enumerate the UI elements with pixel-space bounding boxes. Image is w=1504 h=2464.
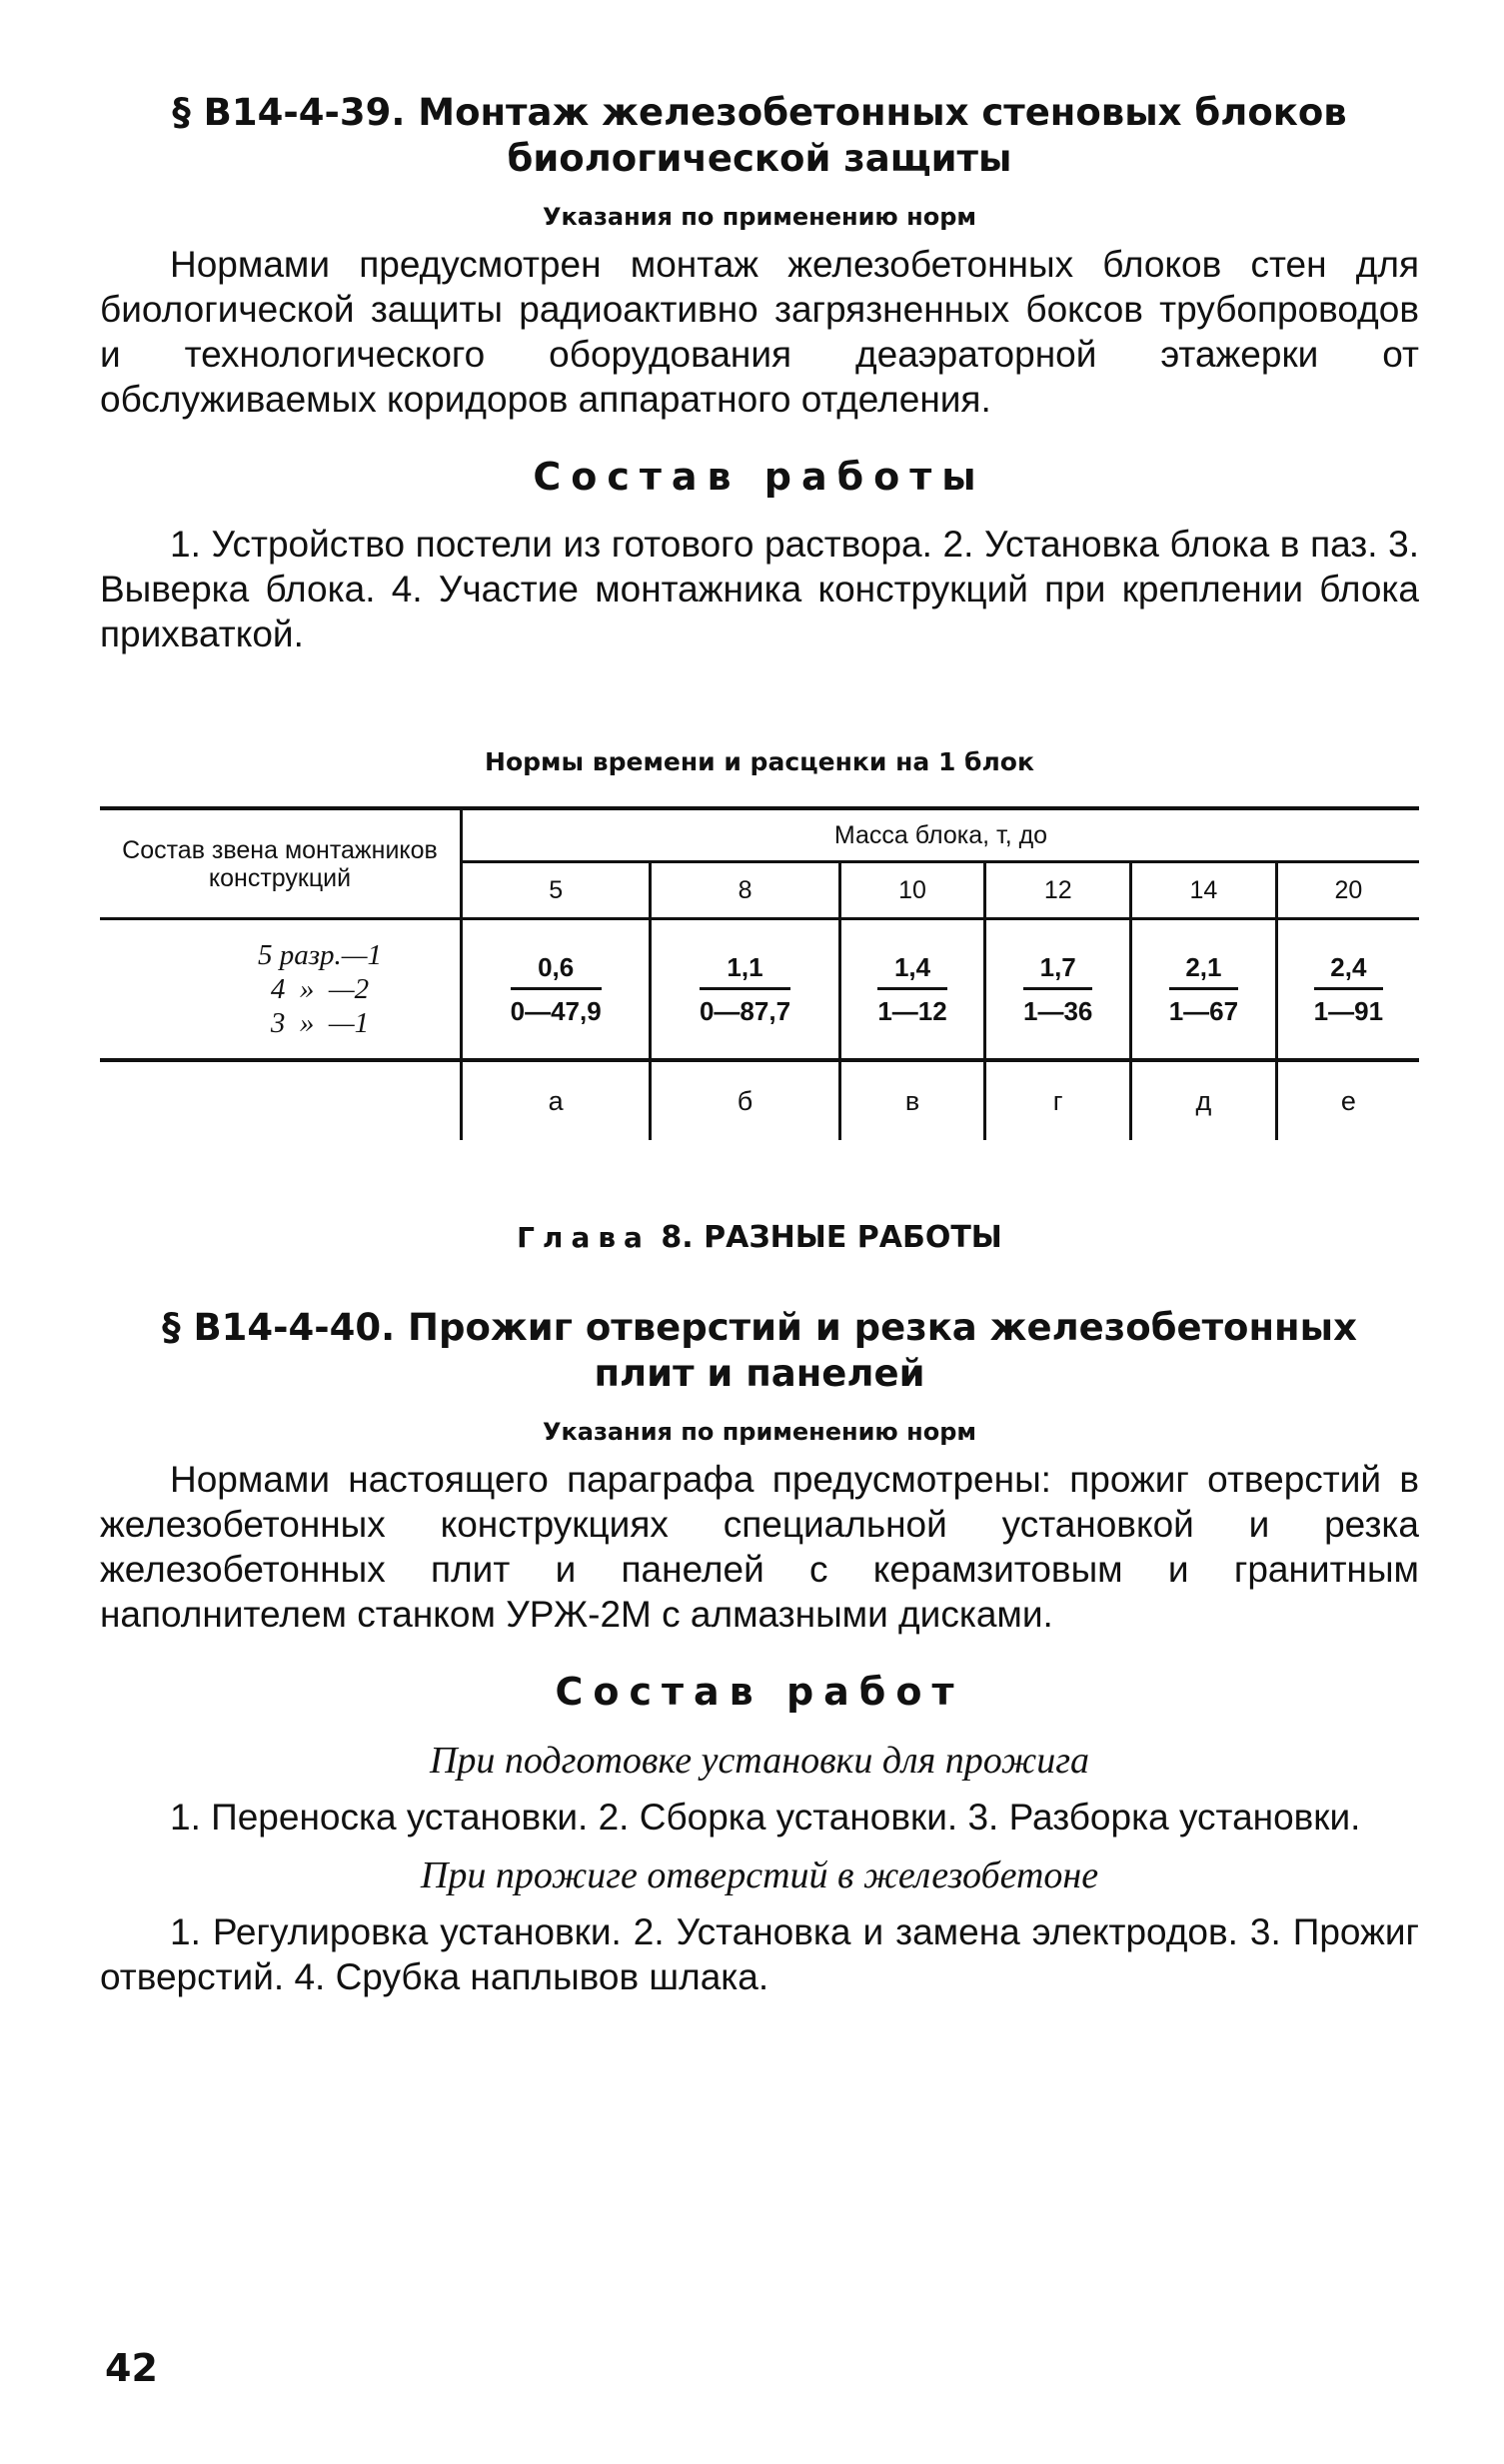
document-page [100,90,1419,1999]
rate-value: 1—91 [1313,995,1384,1026]
rate-value: 1—36 [1023,995,1093,1026]
time-norm: 0,6 [511,952,602,990]
section-heading-line: плит и панелей [594,1352,925,1395]
crew-line: 4 » —2 [270,973,370,1005]
letter-row-spacer [100,1060,462,1140]
mass-value-cell: 8 [651,862,839,919]
section-heading-b14-4-40 [100,1305,1419,1397]
mass-column-header: Масса блока, т, до [462,808,1420,862]
rate-value: 0—87,7 [699,995,791,1026]
work-composition-title: Состав работы [533,455,986,499]
work-subsection-paragraph: 1. Регулировка установки. 2. Установка и замена электродов. 3. Прожиг отверстий. 4. Срубка наплывов шлака. [100,1911,1419,1997]
mass-value-cell: 20 [1276,862,1419,919]
section-heading-b14-4-39 [100,90,1419,182]
column-letter: г [985,1060,1131,1140]
work-composition-paragraph: 1. Устройство постели из готового раствора. 2. Установка блока в паз. 3. Выверка блока. 4. Участие монтажника конструкций при креплении блока прихваткой. [100,524,1419,654]
column-letter: е [1276,1060,1419,1140]
column-letter: в [839,1060,985,1140]
mass-value-cell: 12 [985,862,1131,919]
time-norm: 1,7 [1023,952,1092,990]
norm-rate-cell [1131,919,1277,1061]
rate-value: 1—67 [1168,995,1239,1026]
norm-rate-cell [462,919,651,1061]
norms-table [100,806,1419,1140]
guidance-paragraph: Нормами настоящего параграфа предусмотрены: прожиг отверстий в железобетонных конструкциях специальной установкой и резка железобетонных плит и панелей с керамзитовым и гранитным наполнителем станком УРЖ-2М с алмазными дисками. [100,1459,1419,1635]
crew-composition-cell [100,919,462,1061]
crew-column-header: Состав звена монтажников конструкций [100,808,462,919]
mass-value-cell: 10 [839,862,985,919]
guidance-title: Указания по применению норм [542,1418,976,1446]
column-letter: б [651,1060,839,1140]
mass-value-cell: 5 [462,862,651,919]
norm-rate-cell [651,919,839,1061]
crew-line: 3 » —1 [270,1007,370,1039]
rate-value: 0—47,9 [510,995,602,1026]
section-heading-line: биологической защиты [507,137,1012,180]
rate-value: 1—12 [877,995,947,1026]
work-subsection-title: При прожиге отверстий в железобетоне [420,1854,1099,1896]
section-heading-line: § В14-4-40. Прожиг отверстий и резка железобетонных [162,1306,1357,1349]
page-number: 42 [105,2346,158,2390]
guidance-paragraph: Нормами предусмотрен монтаж железобетонных блоков стен для биологической защиты радиоактивно загрязненных боксов трубопроводов и технологического оборудования деаэраторной этажерки от обслуживаемых коридоров аппаратного отделения. [100,244,1419,420]
table-caption: Нормы времени и расценки на 1 блок [485,747,1034,776]
time-norm: 1,4 [877,952,946,990]
crew-line: 5 разр.—1 [257,939,383,971]
column-letter: а [462,1060,651,1140]
guidance-title: Указания по применению норм [542,203,976,231]
chapter-name: 8. РАЗНЫЕ РАБОТЫ [661,1220,1002,1255]
time-norm: 2,4 [1314,952,1383,990]
chapter-title [100,1220,1419,1255]
column-letter: д [1131,1060,1277,1140]
work-subsection-title: При подготовке установки для прожига [429,1740,1090,1782]
time-norm: 2,1 [1169,952,1238,990]
norm-rate-cell [839,919,985,1061]
section-heading-line: § В14-4-39. Монтаж железобетонных стеновых блоков [172,91,1347,134]
mass-value-cell: 14 [1131,862,1277,919]
work-subsection-paragraph: 1. Переноска установки. 2. Сборка установки. 3. Разборка установки. [170,1797,1361,1838]
norm-rate-cell [985,919,1131,1061]
work-composition-title: Состав работ [555,1670,964,1714]
time-norm: 1,1 [700,952,790,990]
norm-rate-cell [1276,919,1419,1061]
chapter-word: Глава [517,1221,651,1254]
